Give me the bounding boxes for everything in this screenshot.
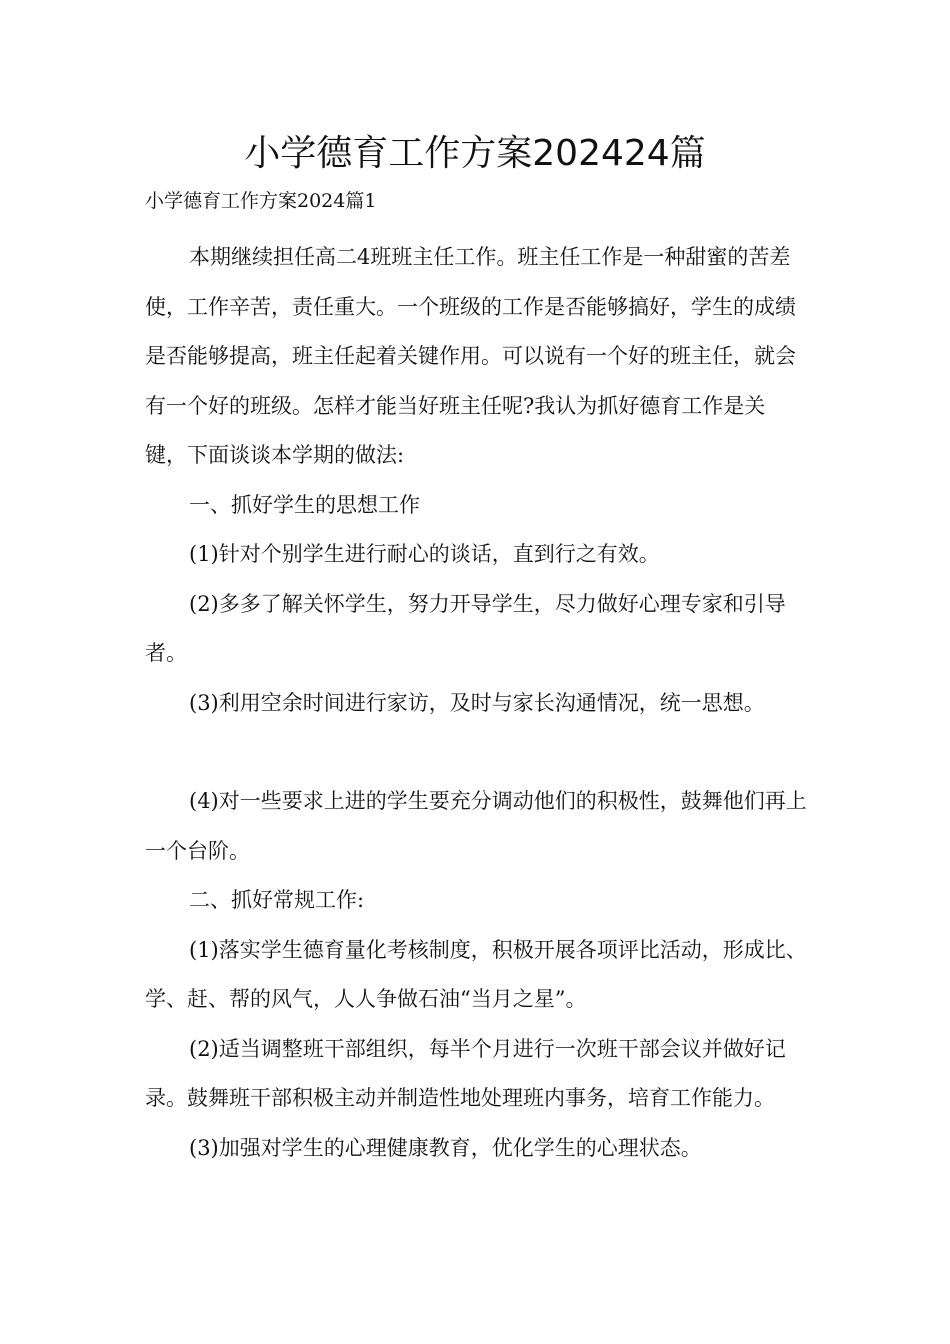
section-heading-2: 二、抓好常规工作: xyxy=(189,888,365,912)
list-item: (4)对一些要求上进的学生要充分调动他们的积极性，鼓舞他们再上一个台阶。 xyxy=(145,789,807,863)
list-item: (1)针对个别学生进行耐心的谈话，直到行之有效。 xyxy=(189,542,660,566)
blank-line xyxy=(145,728,807,777)
list-item: (3)加强对学生的心理健康教育，优化学生的心理状态。 xyxy=(189,1135,702,1160)
document-title: 小学德育工作方案202424篇 xyxy=(244,133,706,174)
document-subtitle: 小学德育工作方案2024篇1 xyxy=(145,190,377,212)
list-item: (1)落实学生德育量化考核制度，积极开展各项评比活动，形成比、学、赶、帮的风气，人人争做石油“当月之星”。 xyxy=(145,937,807,1011)
list-item: (3)利用空余时间进行家访，及时与家长沟通情况，统一思想。 xyxy=(189,690,765,715)
document-body xyxy=(145,233,807,1173)
section-heading-1: 一、抓好学生的思想工作 xyxy=(189,492,420,517)
list-item: (2)适当调整班干部组织，每半个月进行一次班干部会议并做好记录。鼓舞班干部积极主动并制造性地处理班内事务，培育工作能力。 xyxy=(145,1036,786,1110)
list-item: (2)多多了解关怀学生，努力开导学生，尽力做好心理专家和引导者。 xyxy=(145,591,786,665)
paragraph-intro: 本期继续担任高二4班班主任工作。班主任工作是一种甜蜜的苦差使，工作辛苦，责任重大。一个班级的工作是否能够搞好，学生的成绩是否能够提高，班主任起着关键作用。可以说有一个好的班主任，就会有一个好的班级。怎样才能当好班主任呢?我认为抓好德育工作是关键，下面谈谈本学期的做法: xyxy=(145,245,796,467)
